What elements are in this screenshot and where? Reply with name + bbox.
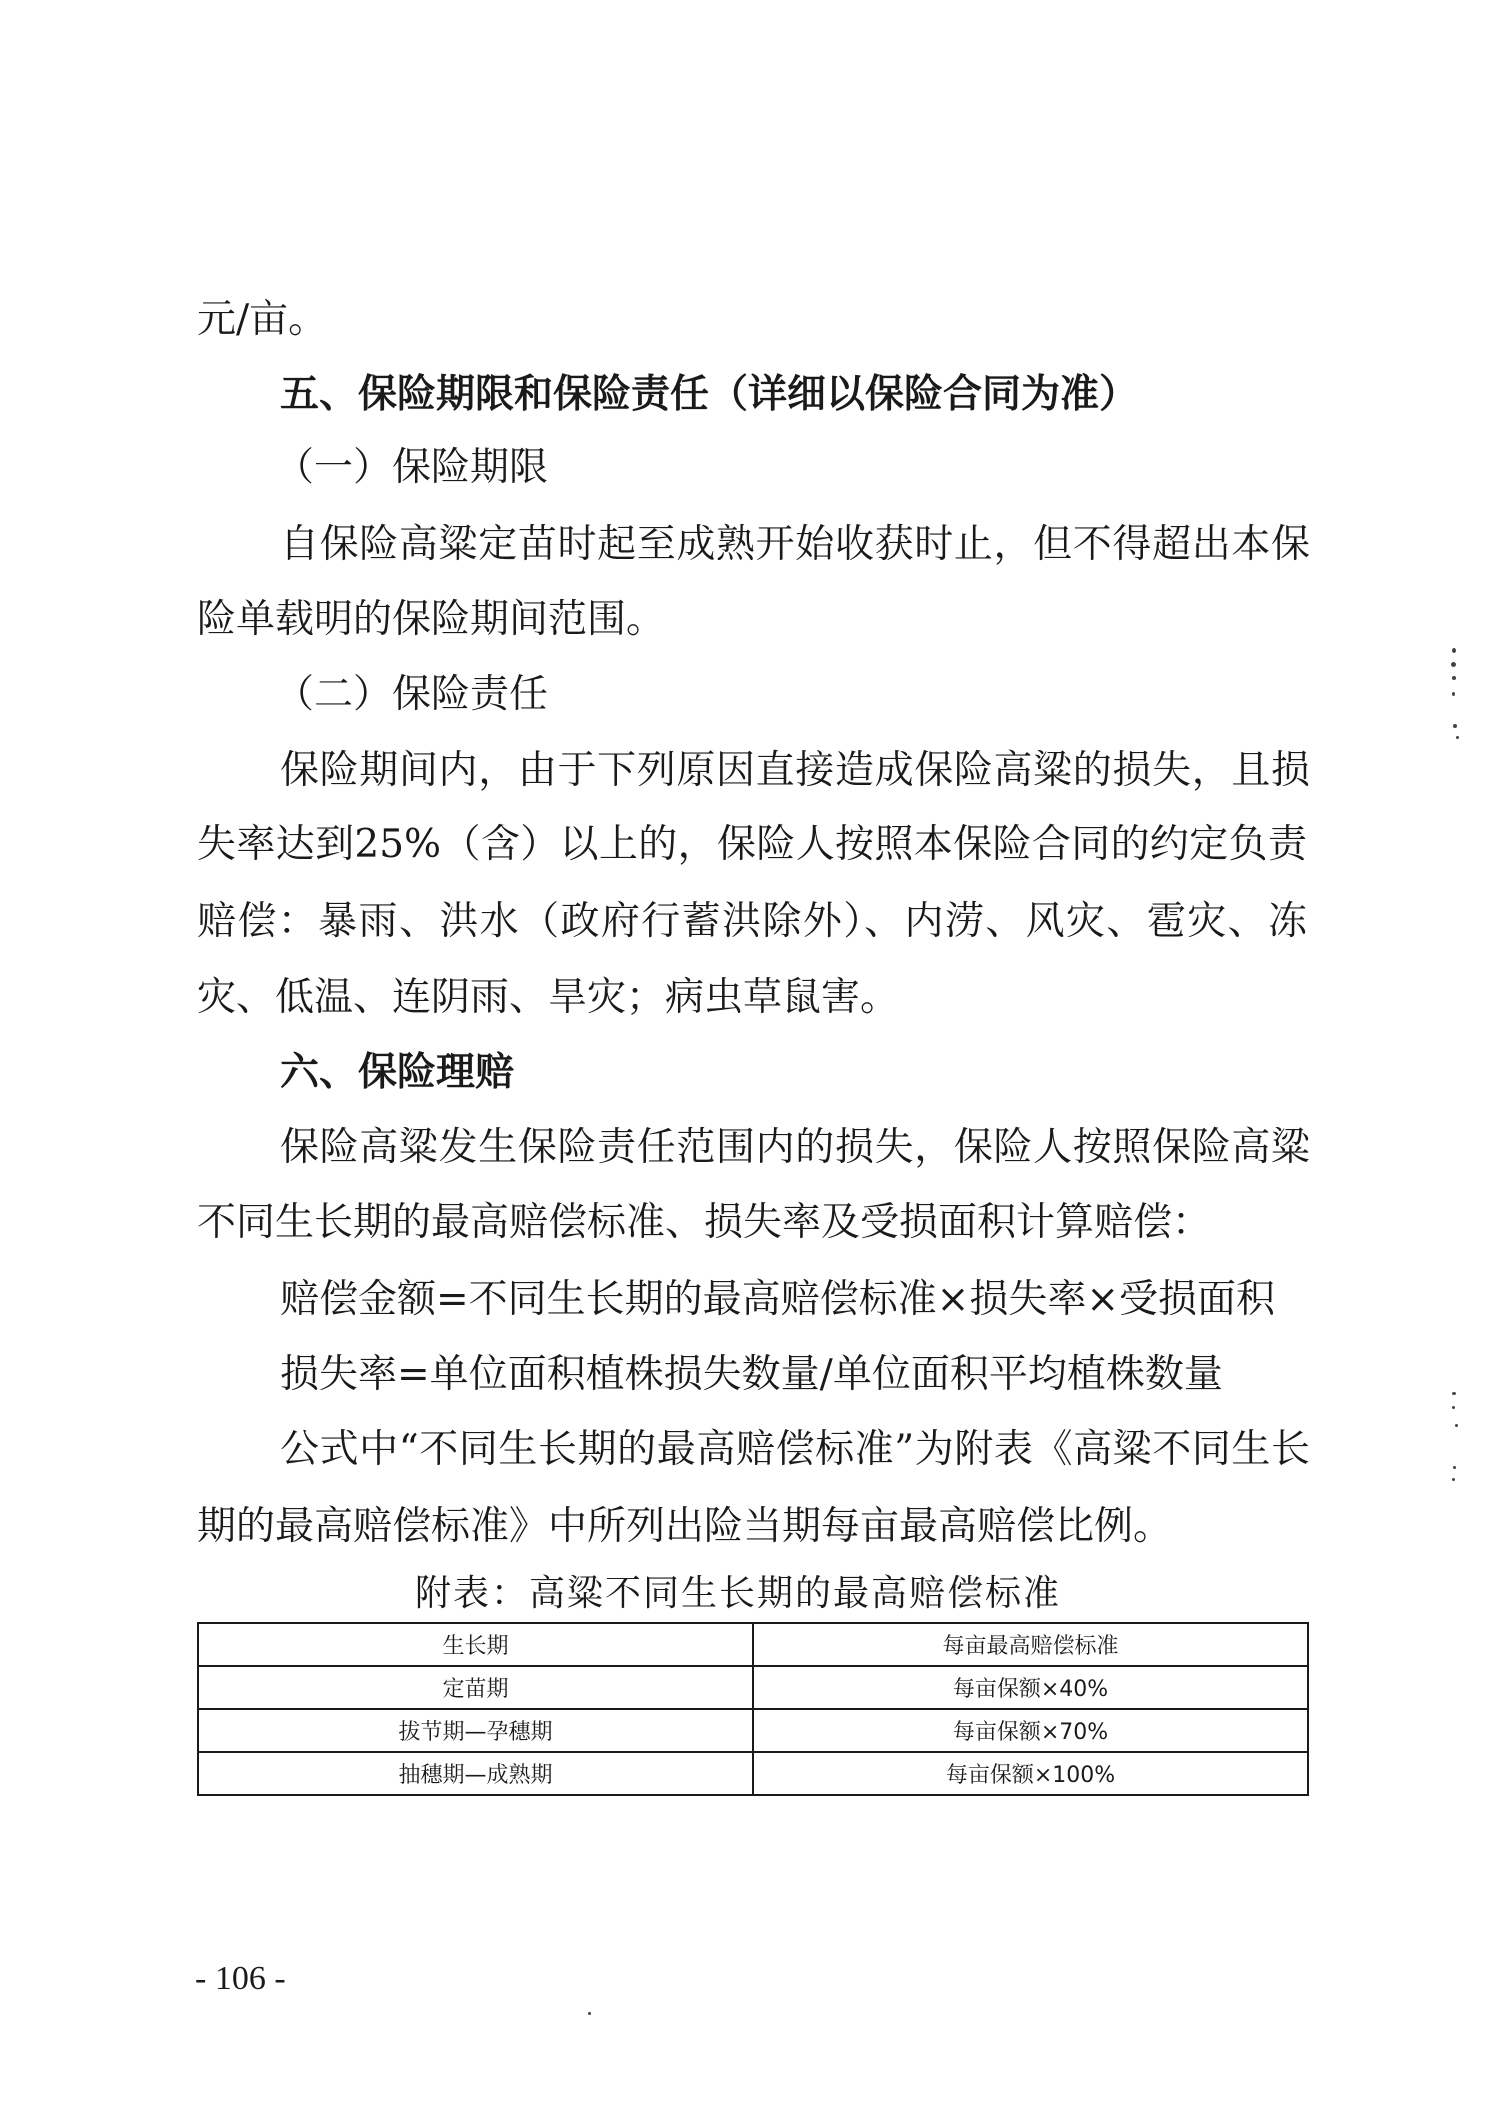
- table-cell: 每亩保额×100%: [753, 1752, 1308, 1795]
- table-cell: 每亩保额×40%: [753, 1666, 1308, 1709]
- text-line-17: 期的最高赔偿标准》中所列出险当期每亩最高赔偿比例。: [197, 1504, 1173, 1549]
- table-header-row: [198, 1623, 1308, 1666]
- text-line-16: 公式中“不同生长期的最高赔偿标准”为附表《高粱不同生长: [280, 1427, 1310, 1472]
- table-row: [198, 1752, 1308, 1795]
- subsection-heading-1: （一）保险期限: [275, 445, 549, 490]
- compensation-table: [197, 1622, 1309, 1796]
- section-heading-6: 六、保险理赔: [280, 1050, 515, 1095]
- text-line-9: 赔偿：暴雨、洪水（政府行蓄洪除外）、内涝、风灾、雹灾、冻: [197, 899, 1307, 944]
- table-cell: 拔节期—孕穗期: [198, 1709, 753, 1752]
- text-line-8: 失率达到25%（含）以上的，保险人按照本保险合同的约定负责: [197, 822, 1307, 867]
- text-line-12: 保险高粱发生保险责任范围内的损失，保险人按照保险高粱: [280, 1125, 1310, 1170]
- text-line-4: 自保险高粱定苗时起至成熟开始收获时止，但不得超出本保: [280, 522, 1310, 567]
- text-line-13: 不同生长期的最高赔偿标准、损失率及受损面积计算赔偿：: [197, 1200, 1212, 1245]
- table-cell: 定苗期: [198, 1666, 753, 1709]
- table-cell: 抽穗期—成熟期: [198, 1752, 753, 1795]
- text-line-10: 灾、低温、连阴雨、旱灾；病虫草鼠害。: [197, 975, 900, 1020]
- table-caption: 附表：高粱不同生长期的最高赔偿标准: [415, 1573, 1062, 1614]
- table-cell: 每亩保额×70%: [753, 1709, 1308, 1752]
- formula-line-2: 损失率=单位面积植株损失数量/单位面积平均植株数量: [280, 1352, 1223, 1397]
- table-row: [198, 1666, 1308, 1709]
- text-line-5: 险单载明的保险期间范围。: [197, 597, 666, 642]
- table-header-cell: 每亩最高赔偿标准: [753, 1623, 1308, 1666]
- table-header-cell: 生长期: [198, 1623, 753, 1666]
- table-row: [198, 1709, 1308, 1752]
- text-line-7: 保险期间内，由于下列原因直接造成保险高粱的损失，且损: [280, 748, 1310, 793]
- page-number: - 106 -: [195, 1960, 286, 1997]
- text-line-1: 元/亩。: [197, 297, 328, 342]
- section-heading-5: 五、保险期限和保险责任（详细以保险合同为准）: [280, 372, 1139, 417]
- subsection-heading-2: （二）保险责任: [275, 672, 549, 717]
- formula-line-1: 赔偿金额=不同生长期的最高赔偿标准×损失率×受损面积: [280, 1277, 1276, 1322]
